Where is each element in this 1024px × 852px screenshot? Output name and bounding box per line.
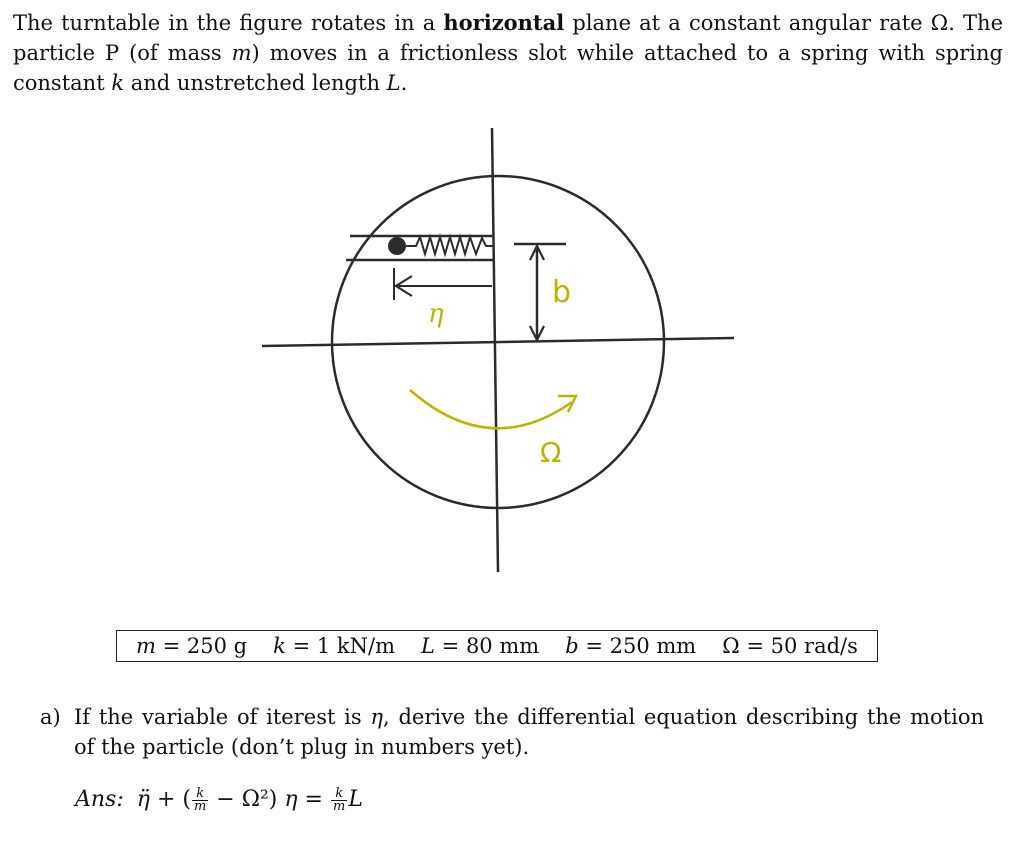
intro-line-2 xyxy=(13,38,1003,68)
parameter-box xyxy=(116,630,878,662)
intro-text: ) moves in a frictionless slot while attached to a spring with spring xyxy=(251,41,1003,65)
param-symbol: L xyxy=(421,634,435,658)
length-symbol: L xyxy=(386,71,401,95)
mass-symbol: m xyxy=(231,41,252,65)
frac-denominator: m xyxy=(193,798,207,814)
param-value: = 1 kN/m xyxy=(285,634,395,658)
close-paren: ) xyxy=(268,787,278,812)
eta-ddot: η̈ xyxy=(136,787,150,812)
k-over-m xyxy=(192,785,208,814)
intro-line-1 xyxy=(13,8,1003,38)
frac-denominator: m xyxy=(332,798,346,814)
param-b xyxy=(565,634,696,658)
intro-text: constant xyxy=(13,71,112,95)
question-a xyxy=(40,702,984,762)
param-value: = 50 rad/s xyxy=(739,634,858,658)
param-spring-constant xyxy=(273,634,395,658)
answer-label: Ans: xyxy=(75,787,124,812)
omega-symbol: Ω xyxy=(930,11,949,35)
equals-sign: = xyxy=(297,787,330,812)
intro-line-3 xyxy=(13,68,1003,98)
param-symbol: m xyxy=(136,634,156,658)
param-mass xyxy=(136,634,247,658)
eta-term: η xyxy=(277,787,298,812)
intro-text: particle P (of mass xyxy=(13,41,232,65)
intro-bold-word: horizontal xyxy=(443,10,565,35)
omega-label: Ω xyxy=(540,436,562,469)
question-text-part: If the variable of iterest is xyxy=(74,705,371,729)
param-value: = 250 g xyxy=(155,634,248,658)
problem-statement xyxy=(13,8,1003,98)
param-value: = 80 mm xyxy=(435,634,540,658)
intro-text: and unstretched length xyxy=(124,71,387,95)
minus-omega-squared: − Ω² xyxy=(209,787,269,812)
b-label: b xyxy=(552,275,572,310)
vertical-axis xyxy=(492,128,498,572)
question-text-part: , derive the differential equation describing the motion of the particle (don’t plug in numbers yet). xyxy=(74,705,984,759)
param-value: = 250 mm xyxy=(578,634,697,658)
eta-label: η xyxy=(428,299,444,329)
turntable-figure xyxy=(250,120,750,580)
spring xyxy=(406,237,494,254)
param-symbol: k xyxy=(273,634,286,658)
eta-symbol: η xyxy=(370,705,384,729)
param-symbol: Ω xyxy=(722,634,740,658)
frac-numerator: k xyxy=(192,788,208,801)
particle xyxy=(388,237,406,255)
intro-text: . xyxy=(400,71,408,95)
rhs-L: L xyxy=(348,787,363,812)
plus-sign: + xyxy=(149,787,183,812)
intro-text: plane at a constant angular rate xyxy=(564,11,931,35)
intro-text: . The xyxy=(948,11,1003,35)
rhs-k-over-m xyxy=(331,785,347,814)
param-symbol: b xyxy=(565,634,579,658)
open-paren: ( xyxy=(182,787,191,812)
answer xyxy=(75,785,363,815)
param-length xyxy=(421,634,539,658)
frac-numerator: k xyxy=(331,788,347,801)
spring-constant-symbol: k xyxy=(111,71,125,95)
param-omega xyxy=(722,634,858,658)
rotation-arc xyxy=(410,390,572,428)
intro-text: The turntable in the figure rotates in a xyxy=(13,11,444,35)
question-label: a) xyxy=(40,705,61,729)
question-text xyxy=(74,702,984,762)
